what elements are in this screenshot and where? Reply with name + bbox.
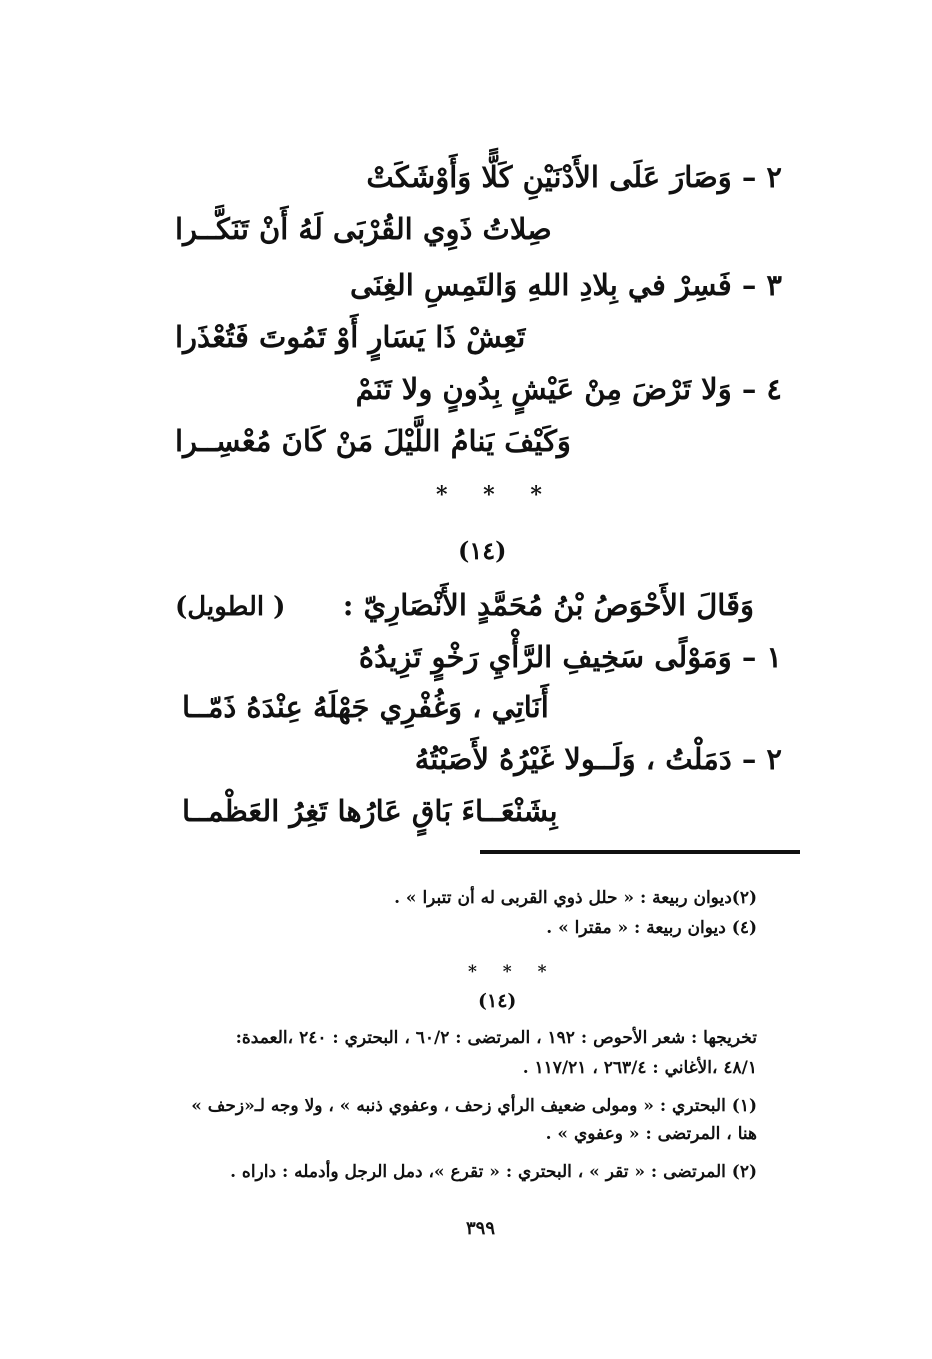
verse-b1-second-hemistich: أَنَاتِي ، وَغُفْرِي جَهْلَهُ عِنْدَهُ ذَمّــا — [182, 690, 549, 724]
footnote-separator — [480, 850, 800, 854]
verse-4-second-hemistich: وَكَيْفَ يَنامُ اللَّيْلَ مَنْ كَانَ مُعْسِــرا — [175, 424, 571, 458]
footnote-b1-line-1: (١) البحتري : « ومولى ضعيف الرأي زحف ، وعفوي ذنبه » ، ولا وجه لـ«زحف » — [191, 1096, 757, 1116]
footnote-b1-line-2: هنا ، المرتضى : « وعفوي » . — [545, 1124, 757, 1144]
verse-3-first-hemistich: ٣ – فَسِرْ في بِلادِ اللهِ وَالتَمِسِ الغِنَى — [349, 268, 782, 302]
footnote-divider-stars: * * * — [468, 962, 557, 982]
footnote-poem-number: (١٤) — [478, 990, 517, 1012]
verse-b2-first-hemistich: ٢ – دَمَلْتُ ، وَلَــولا غَيْرُهُ لأَصَبْتُهُ — [414, 742, 782, 776]
footnote-4: (٤) ديوان ربيعة : « مقترا » . — [546, 918, 757, 938]
verse-b2-second-hemistich: بِشَنْعَــاءَ بَاقٍ عَارُها تَغِرُ العَظْمــا — [182, 794, 558, 828]
poem-intro: وَقَالَ الأَحْوَصُ بْنُ مُحَمَّدٍ الأَنْصَارِيّ : — [342, 588, 754, 622]
verse-3-second-hemistich: تَعِشْ ذَا يَسَارٍ أَوْ تَمُوتَ فَتُعْذَرا — [175, 320, 526, 354]
verse-4-first-hemistich: ٤ – وَلا تَرْضَ مِنْ عَيْشٍ بِدُونٍ ولا تَنَمْ — [355, 372, 782, 406]
meter-label: ( الطويل) — [175, 592, 286, 622]
takhrij-line-1: تخريجها : شعر الأحوص : ١٩٢ ، المرتضى : ٦٠/٢ ، البحتري : ٢٤٠ ،العمدة: — [235, 1028, 757, 1048]
poem-number: (١٤) — [458, 536, 507, 565]
takhrij-line-2: ٤٨/١ ،الأغاني : ٢٦٣/٤ ، ١١٧/٢١ . — [522, 1058, 757, 1078]
footnote-b2: (٢) المرتضى : « تقر » ، البحتري : « تقرع »، دمل الرجل وأدمله : داراه . — [230, 1162, 757, 1182]
verse-2-second-hemistich: صِلاتُ ذَوِي القُرْبَى لَهُ أَنْ تَنَكَّــرا — [175, 212, 552, 246]
section-divider-stars: * * * — [436, 482, 556, 508]
verse-b1-first-hemistich: ١ – وَمَوْلًى سَخِيفِ الرَّأْيِ رَخْوٍ تَزِيدُهُ — [358, 640, 782, 674]
footnote-2: (٢)ديوان ربيعة : « حلل ذوي القربى له أن تتبرا » . — [394, 888, 757, 908]
verse-2-first-hemistich: ٢ – وَصَارَ عَلَى الأَدْنَيْنِ كَلًّا وَأَوْشَكَتْ — [366, 160, 782, 194]
page-number: ٣٩٩ — [466, 1218, 496, 1239]
